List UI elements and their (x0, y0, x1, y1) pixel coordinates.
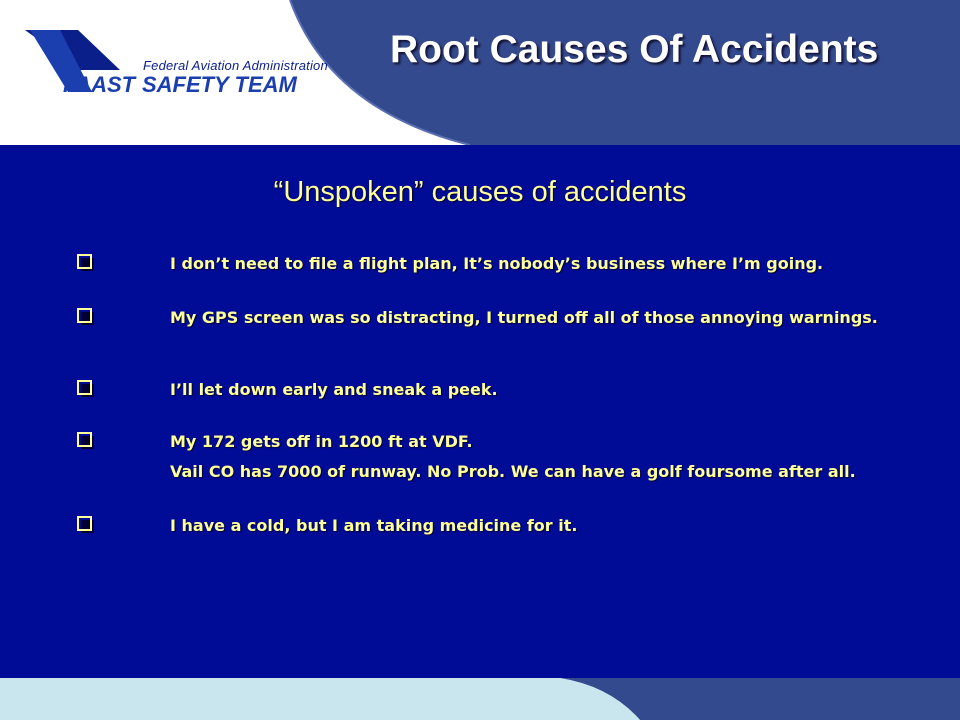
checkbox-square-icon (76, 515, 96, 535)
logo-faast-text: FAAST (63, 72, 136, 97)
checkbox-square-icon (76, 431, 96, 451)
bullet-continuation: Vail CO has 7000 of runway. No Prob. We can have a golf foursome after all. (170, 462, 856, 481)
bullet-item: My 172 gets off in 1200 ft at VDF. (170, 432, 473, 451)
checkbox-square-icon (76, 307, 96, 327)
header (0, 0, 960, 145)
bullet-item: My GPS screen was so distracting, I turned off all of those annoying warnings. (170, 308, 878, 327)
slide-subtitle: “Unspoken” causes of accidents (273, 176, 687, 208)
bullet-item: I’ll let down early and sneak a peek. (170, 380, 498, 399)
logo-org-text: Federal Aviation Administration (143, 58, 328, 73)
bullet-item: I have a cold, but I am taking medicine for it. (170, 516, 578, 535)
checkbox-square-icon (76, 253, 96, 273)
logo-safety-team-text: SAFETY TEAM (142, 72, 297, 97)
slide-title: Root Causes Of Accidents (390, 28, 879, 71)
slide-body (0, 145, 960, 678)
checkbox-square-icon (76, 379, 96, 399)
bullet-item: I don’t need to file a flight plan, It’s nobody’s business where I’m going. (170, 254, 824, 273)
footer-band (0, 678, 960, 720)
